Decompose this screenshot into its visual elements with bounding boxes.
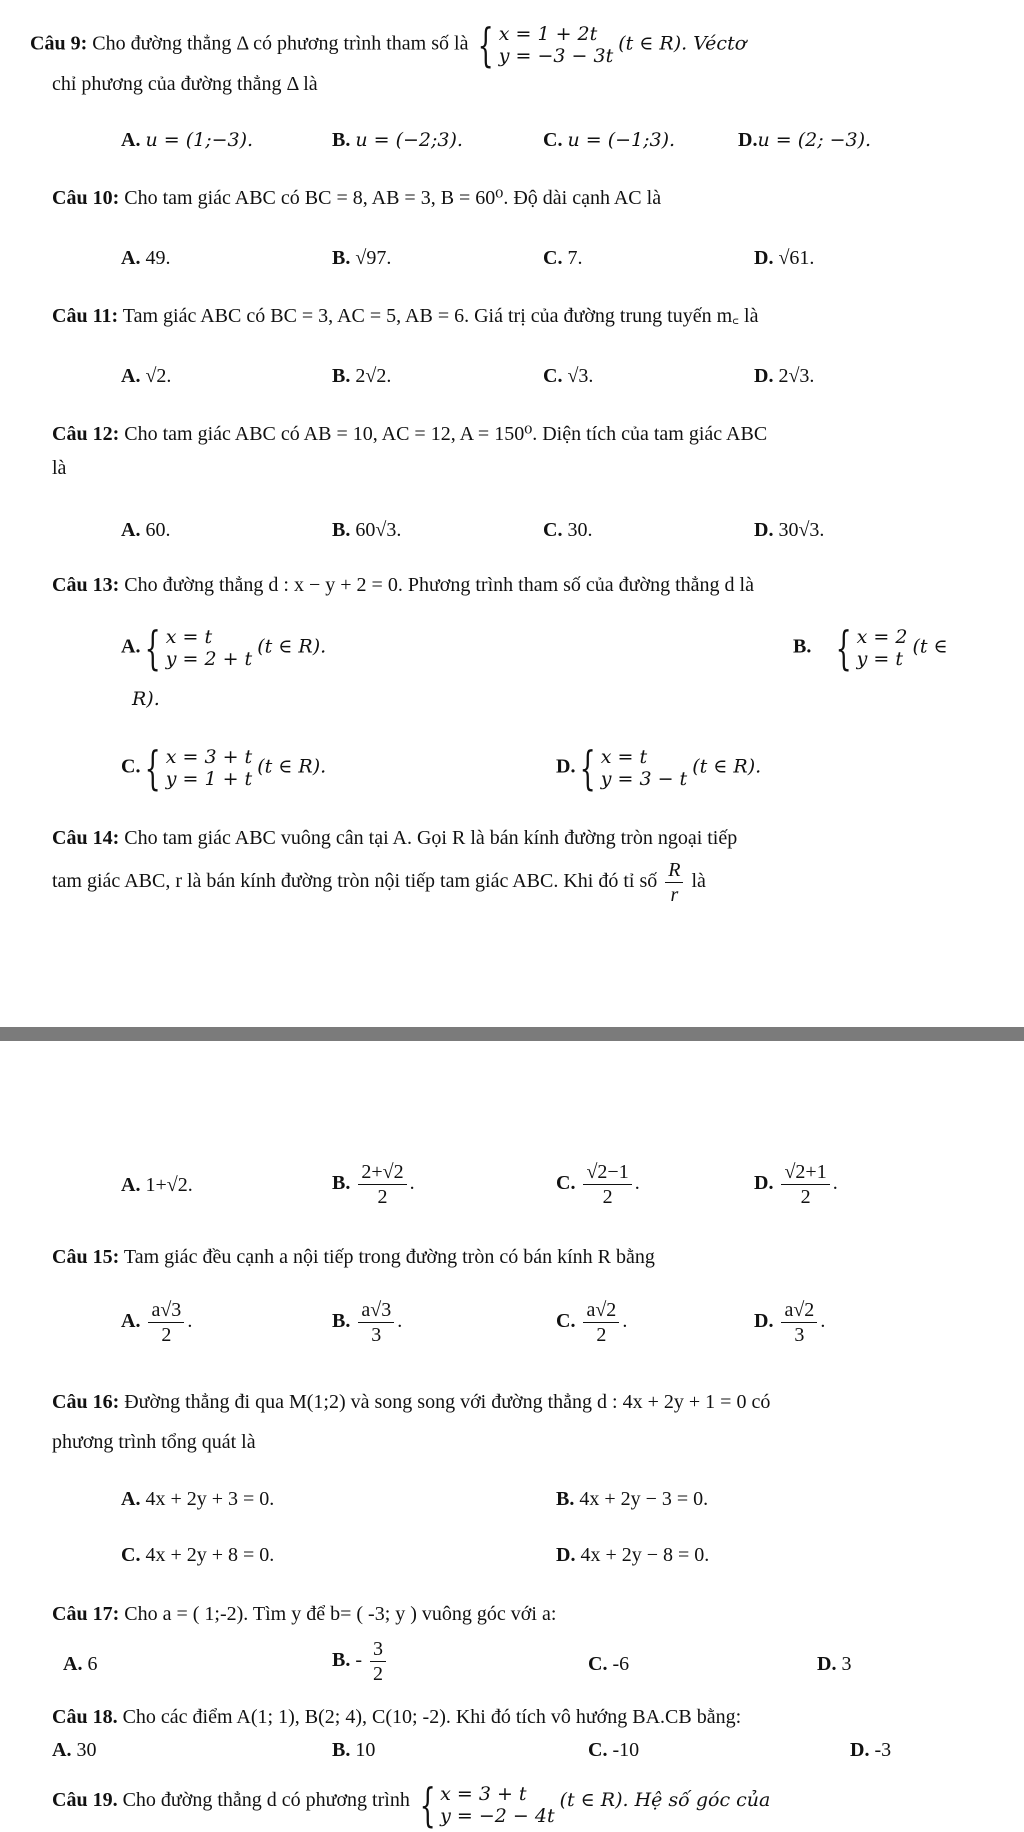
q16-option-c: [121, 1543, 274, 1567]
q13-option-c: [121, 741, 327, 795]
frac-num: a√2: [781, 1298, 817, 1323]
option-label: B.: [332, 1649, 351, 1672]
option-label: A.: [121, 635, 141, 658]
option-text: 6: [87, 1653, 98, 1675]
option-label: B.: [793, 635, 812, 658]
option-label: A.: [121, 1310, 141, 1333]
q14-option-d: D. $\frac{√2+1}{2}$ .: [754, 1161, 838, 1208]
sys-row: x = 2: [856, 626, 908, 648]
option-label: C.: [543, 365, 563, 387]
frac-den: 2: [800, 1186, 811, 1208]
frac: [781, 1298, 817, 1347]
q9-label: Câu 9:: [30, 32, 88, 55]
frac: [358, 1298, 394, 1347]
option-text: 49.: [145, 247, 171, 269]
option-label: B.: [332, 247, 351, 269]
system: { x = t y = 2 + t: [145, 621, 253, 675]
option-text: 30: [76, 1739, 97, 1761]
q15-option-b: B. $\frac{a√3}{3}$ .: [332, 1299, 403, 1346]
option-text: 1+√2.: [145, 1174, 193, 1196]
page-separator: [0, 1027, 1024, 1041]
q12-stem-b: là: [52, 457, 67, 479]
frac: [583, 1298, 619, 1347]
q11-option-b: [332, 364, 391, 388]
q9-system: { x = 1 + 2t y = −3 − 3t: [478, 18, 614, 72]
q18-option-d: [850, 1738, 891, 1762]
frac-num: R: [665, 858, 683, 883]
sys-row: y = t: [856, 648, 903, 670]
option-label: D.: [850, 1739, 870, 1761]
option-label: C.: [543, 519, 563, 541]
option-text: √2.: [145, 365, 172, 387]
q13-option-b: [793, 621, 948, 675]
q17-option-d: [817, 1652, 851, 1676]
q14-stem-b-text: tam giác ABC, r là bán kính đường tròn nội tiếp tam giác ABC. Khi đó tỉ số: [52, 870, 658, 893]
q17-option-c: [588, 1652, 629, 1676]
frac-num: a√2: [583, 1298, 619, 1323]
q11-label: Câu 11:: [52, 305, 119, 327]
q16-option-d: [556, 1543, 709, 1567]
q19-label: Câu 19.: [52, 1789, 118, 1811]
q10-option-d: [754, 246, 814, 270]
frac-den: 2: [602, 1186, 613, 1208]
q18-label: Câu 18.: [52, 1706, 118, 1728]
option-label: A.: [121, 1174, 141, 1196]
q16-label: Câu 16:: [52, 1391, 120, 1413]
q9-sys-cond: (t ∈ R). Véctơ: [618, 32, 747, 55]
option-text: √3.: [567, 365, 594, 387]
option-text: u = (1;−3).: [145, 129, 254, 151]
frac-den: 2: [596, 1324, 607, 1346]
option-label: A.: [121, 519, 141, 541]
frac-den: r: [670, 884, 679, 906]
frac-den: 2: [373, 1663, 384, 1685]
q16-option-a: [121, 1487, 274, 1511]
frac: [358, 1160, 406, 1209]
option-label: B.: [332, 1739, 351, 1761]
q14-option-c: C. $\frac{√2-1}{2}$ .: [556, 1161, 640, 1208]
sys-row: y = 3 − t: [600, 768, 688, 790]
system: { x = t y = 3 − t: [580, 741, 688, 795]
q14-option-a: [121, 1173, 193, 1197]
option-text: 4x + 2y + 8 = 0.: [145, 1544, 275, 1566]
option-text: 4x + 2y + 3 = 0.: [145, 1488, 275, 1510]
option-label: C.: [588, 1653, 608, 1675]
q14-stem-c: là: [691, 870, 706, 893]
q9-sys-row1: x = 1 + 2t: [498, 23, 598, 45]
q10-option-a: [121, 246, 170, 270]
option-text: 30√3.: [778, 519, 825, 541]
frac-den: 3: [371, 1324, 382, 1346]
q15-stem-text: Tam giác đều cạnh a nội tiếp trong đường tròn có bán kính R bằng: [123, 1246, 655, 1268]
q12-option-d: [754, 518, 824, 542]
q12-stem: [52, 422, 767, 446]
option-label: A.: [121, 365, 141, 387]
q12-option-b: [332, 518, 401, 542]
q14-stem-b: [52, 858, 706, 907]
q9-stem-b: chỉ phương của đường thẳng Δ là: [52, 73, 318, 95]
q14-stem-text: Cho tam giác ABC vuông cân tại A. Gọi R là bán kính đường tròn ngoại tiếp: [124, 827, 738, 849]
q11-option-a: [121, 364, 171, 388]
option-label: D.: [754, 519, 774, 541]
sys-cond: (t ∈ R).: [257, 755, 327, 778]
option-label: D.: [556, 755, 576, 778]
option-label: B.: [332, 519, 351, 541]
option-label: B.: [556, 1488, 575, 1510]
frac-num: 3: [370, 1637, 386, 1662]
frac: [781, 1160, 829, 1209]
option-label: A.: [121, 1488, 141, 1510]
q10-option-c: [543, 246, 582, 270]
sys-row: y = 1 + t: [165, 768, 253, 790]
option-text: 2√3.: [778, 365, 815, 387]
option-text: -6: [612, 1653, 630, 1675]
option-text: 3: [841, 1653, 852, 1675]
q11-option-c: [543, 364, 593, 388]
frac: [148, 1298, 184, 1347]
q10-stem: [52, 186, 661, 210]
frac: [583, 1160, 631, 1209]
q15-option-c: C. $\frac{a√2}{2}$ .: [556, 1299, 628, 1346]
q10-option-b: [332, 246, 391, 270]
sys-cond: (t ∈ R).: [692, 755, 762, 778]
frac-den: 3: [794, 1324, 805, 1346]
q15-option-a: A. $\frac{a√3}{2}$ .: [121, 1299, 193, 1346]
q9-sys-row2: y = −3 − 3t: [498, 45, 614, 67]
q9-stem: [30, 18, 747, 72]
sys-row: y = −2 − 4t: [440, 1805, 555, 1827]
q14-stem: [52, 826, 737, 850]
option-label: C.: [556, 1310, 576, 1333]
option-label: A.: [121, 247, 141, 269]
option-text: -3: [874, 1739, 892, 1761]
option-text: 4x + 2y − 8 = 0.: [580, 1544, 710, 1566]
sys-cond: (t ∈: [912, 635, 948, 658]
q12-option-a: [121, 518, 170, 542]
q17-option-a: [63, 1652, 97, 1676]
option-text: 7.: [567, 247, 583, 269]
q15-option-d: D. $\frac{a√2}{3}$ .: [754, 1299, 826, 1346]
option-label: A.: [63, 1653, 83, 1675]
q16-stem-b: phương trình tổng quát là: [52, 1431, 256, 1453]
option-text: 60√3.: [355, 519, 402, 541]
option-label: C.: [588, 1739, 608, 1761]
frac-num: a√3: [358, 1298, 394, 1323]
q17-stem: [52, 1602, 556, 1626]
q9-option-b: [332, 128, 463, 152]
sys-row: x = 3 + t: [165, 746, 253, 768]
q14-ratio: [665, 858, 683, 907]
option-label: D.: [754, 1172, 774, 1195]
option-text: u = (2; −3).: [757, 129, 872, 151]
q18-option-b: [332, 1738, 375, 1762]
option-label: B.: [332, 1310, 351, 1333]
q15-stem: [52, 1245, 655, 1269]
option-label: B.: [332, 1172, 351, 1195]
option-text: √61.: [778, 247, 815, 269]
q9-option-d: [738, 128, 871, 152]
option-text: 4x + 2y − 3 = 0.: [579, 1488, 709, 1510]
q19-stem-b: (t ∈ R). Hệ số góc của: [559, 1789, 771, 1811]
option-label: D.: [817, 1653, 837, 1675]
option-text: 10: [355, 1739, 376, 1761]
frac: [370, 1637, 386, 1686]
option-sign: -: [355, 1649, 363, 1672]
q13-label: Câu 13:: [52, 574, 120, 596]
option-label: B.: [332, 365, 351, 387]
system: { x = 2 y = t: [835, 621, 908, 675]
option-text: u = (−1;3).: [567, 129, 676, 151]
option-label: C.: [543, 129, 563, 151]
q19-stem: [52, 1778, 771, 1832]
sys-row: x = t: [165, 626, 213, 648]
q14-label: Câu 14:: [52, 827, 120, 849]
sys-cond: (t ∈ R).: [257, 635, 327, 658]
frac-num: √2+1: [781, 1160, 829, 1185]
q13-option-a: [121, 621, 327, 675]
sys-row: x = 3 + t: [440, 1783, 527, 1805]
system: { x = 3 + t y = 1 + t: [145, 741, 253, 795]
option-text: 30.: [567, 519, 593, 541]
q18-option-c: [588, 1738, 639, 1762]
q17-stem-text: Cho a = ( 1;-2). Tìm y để b= ( -3; y ) vuông góc với a:: [124, 1603, 557, 1625]
frac-num: √2−1: [583, 1160, 631, 1185]
q11-option-d: [754, 364, 814, 388]
option-label: D.: [754, 1310, 774, 1333]
option-label: D.: [754, 365, 774, 387]
q12-option-c: [543, 518, 592, 542]
option-text: 60.: [145, 519, 171, 541]
option-label: B.: [332, 129, 351, 151]
q11-stem-text: Tam giác ABC có BC = 3, AC = 5, AB = 6. Giá trị của đường trung tuyến m꜀ là: [122, 305, 759, 327]
q17-label: Câu 17:: [52, 1603, 120, 1625]
q15-label: Câu 15:: [52, 1246, 120, 1268]
q16-stem-text: Đường thẳng đi qua M(1;2) và song song với đường thẳng d : 4x + 2y + 1 = 0 có: [124, 1391, 771, 1413]
q18-stem: [52, 1705, 741, 1729]
frac-num: 2+√2: [358, 1160, 406, 1185]
option-label: D.: [738, 129, 758, 151]
frac-num: a√3: [148, 1298, 184, 1323]
option-label: C.: [121, 1544, 141, 1566]
frac-den: 2: [161, 1324, 172, 1346]
q13-stem: [52, 573, 754, 597]
q10-label: Câu 10:: [52, 187, 120, 209]
q9-option-a: [121, 128, 253, 152]
option-label: D.: [556, 1544, 576, 1566]
q18-option-a: [52, 1738, 96, 1762]
option-label: A.: [52, 1739, 72, 1761]
q9-option-c: [543, 128, 675, 152]
option-label: C.: [121, 755, 141, 778]
q16-stem: [52, 1390, 770, 1414]
q14-option-b: B. $\frac{2+√2}{2}$ .: [332, 1161, 415, 1208]
q13-stem-text: Cho đường thẳng d : x − y + 2 = 0. Phương trình tham số của đường thẳng d là: [124, 574, 754, 596]
option-label: C.: [556, 1172, 576, 1195]
q12-label: Câu 12:: [52, 423, 120, 445]
frac-den: 2: [377, 1186, 388, 1208]
option-label: C.: [543, 247, 563, 269]
q9-stem-text: Cho đường thẳng Δ có phương trình tham số là: [92, 32, 469, 55]
q11-stem: [52, 304, 759, 328]
q10-stem-text: Cho tam giác ABC có BC = 8, AB = 3, B = 60⁰. Độ dài cạnh AC là: [124, 187, 662, 209]
option-text: 2√2.: [355, 365, 392, 387]
q16-option-b: [556, 1487, 708, 1511]
option-text: u = (−2;3).: [355, 129, 463, 151]
q18-stem-text: Cho các điểm A(1; 1), B(2; 4), C(10; -2). Khi đó tích vô hướng BA.CB bằng:: [122, 1706, 742, 1728]
q13-wrap-text: R).: [132, 688, 160, 710]
sys-row: y = 2 + t: [165, 648, 253, 670]
q13-option-d: [556, 741, 762, 795]
option-text: -10: [612, 1739, 640, 1761]
option-text: √97.: [355, 247, 392, 269]
q12-stem-text: Cho tam giác ABC có AB = 10, AC = 12, A = 150⁰. Diện tích của tam giác ABC: [124, 423, 768, 445]
q17-option-b: [332, 1637, 389, 1686]
option-label: D.: [754, 247, 774, 269]
q19-stem-text: Cho đường thẳng d có phương trình: [122, 1789, 410, 1811]
q19-system: { x = 3 + t y = −2 − 4t: [419, 1778, 555, 1832]
sys-row: x = t: [600, 746, 648, 768]
option-label: A.: [121, 129, 141, 151]
